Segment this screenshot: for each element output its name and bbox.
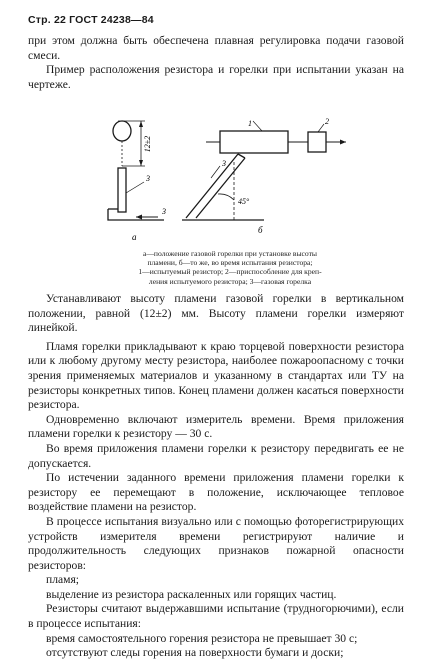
label-1: 1 (248, 119, 252, 128)
paragraph: Одновременно включают измеритель времени. Время приложения пламени горелки к резистору — 30 с. (28, 412, 404, 441)
figure-caption (110, 249, 350, 286)
figure-drawing (96, 118, 356, 246)
angle-label: 45° (238, 197, 250, 206)
label-3-b: 3 (222, 159, 226, 168)
paragraph: пламя; (46, 573, 80, 587)
gas-flow-arrowhead-a (136, 215, 142, 220)
label-b: б (258, 225, 263, 235)
paragraph: выделение из резистора раскаленных или горящих частиц. (46, 587, 337, 601)
caption-line: а—положение газовой горелки при установке высоты (142, 249, 318, 258)
inclined-burner-top (238, 154, 245, 158)
inclined-burner-edge-1 (186, 154, 238, 218)
holder-fixture (308, 132, 326, 152)
dimension-arrow-bottom (139, 160, 143, 166)
leader-line-3-a (126, 182, 144, 193)
flame-shape (113, 121, 131, 141)
paragraph: Пример расположения резистора и горелки при испытании указан на чертеже. (28, 63, 404, 91)
leader-line-2 (318, 124, 324, 132)
holder-arrowhead (340, 140, 346, 145)
paragraph: Резисторы считают выдержавшими испытание (трудногорючими), если в процессе испытания: (28, 602, 404, 631)
test-setup-figure (96, 118, 356, 246)
caption-line: пламени, б—то же, во время испытания резистора; (147, 258, 313, 268)
paragraph: отсутствуют следы горения на поверхности бумаги и доски; (46, 646, 344, 660)
burner-base-a (108, 209, 164, 220)
angle-arc (218, 194, 234, 200)
paragraph: В процессе испытания визуально или с помощью фоторегистрирующих устройств измерителя времени регистрируют наличие и продолжительность следующих признаков пожарной опасности резисторов: (28, 514, 404, 572)
leader-line-3-b (211, 166, 220, 178)
top-text (28, 34, 404, 92)
label-a: а (132, 232, 137, 242)
body-text (28, 292, 404, 661)
paragraph: время самостоятельного горения резистора не превышает 30 с; (46, 631, 358, 645)
paragraph: при этом должна быть обеспечена плавная регулировка подачи газовой смеси. (28, 34, 404, 62)
label-2: 2 (325, 118, 329, 126)
page-header: Стр. 22 ГОСТ 24238—84 (28, 14, 154, 26)
paragraph: Пламя горелки прикладывают к краю торцевой поверхности резистора или к любому другому месту резистора, наиболее пожароопасному с точки зрения применяемых материалов и указанному в стандартах или ТУ на резисторы конкретных типов. Конец пламени должен касаться поверхности резистора. (28, 339, 404, 412)
inclined-burner-edge-2 (196, 158, 245, 218)
dimension-label: 12±2 (143, 135, 152, 153)
paragraph: Во время приложения пламени горелки к резистору передвигать ее не допускается. (28, 441, 404, 470)
label-3-arrow: 3 (162, 207, 166, 216)
caption-line: ления испытуемого резистора; 3—газовая горелка (148, 276, 312, 286)
paragraph: Устанавливают высоту пламени газовой горелки в вертикальном положении, равной (12±2) мм. Высоту пламени горелки измеряют линейкой. (28, 292, 404, 335)
label-3-a: 3 (146, 174, 150, 183)
leader-line-1 (253, 121, 262, 131)
caption-line: 1—испытуемый резистор; 2—приспособление для креп- (138, 267, 322, 277)
dimension-arrow-top (139, 121, 143, 127)
paragraph: По истечении заданного времени приложения пламени горелки к резистору ее перемещают в положение, исключающее тепловое воздействие пламени на резистор. (28, 471, 404, 514)
burner-tube-a (118, 168, 126, 212)
resistor-body (220, 131, 288, 153)
